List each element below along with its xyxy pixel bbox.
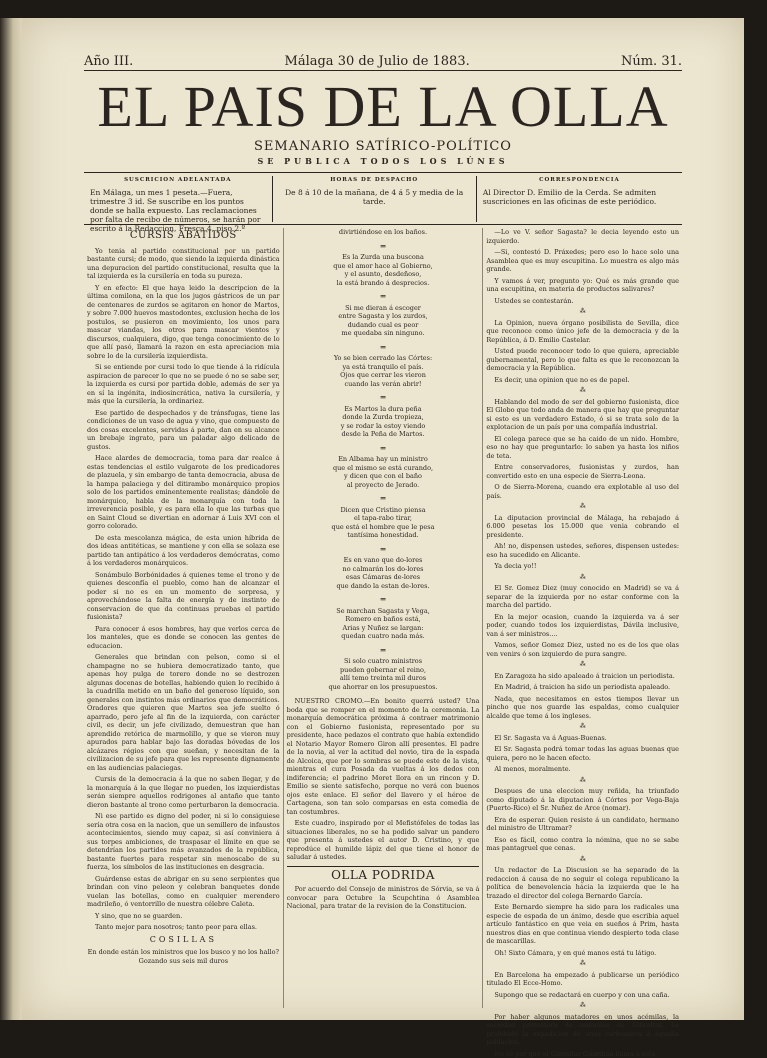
article-paragraph: Tanto mejor para nosotros; tanto peor para ellas.	[87, 923, 280, 932]
news-paragraph: Vamos, señor Gomez Diez, usted no es de los que olas ven venirs ó son izquierdo de pura sangre.	[486, 641, 679, 658]
asterism-icon: ⁂	[486, 856, 679, 865]
article-title-cursis: CURSIS ABATIDOS	[87, 232, 280, 241]
verse-stanza: Se marchan Sagasta y Vega, Romero en baños está, Arias y Nuñez se largan: quedan cuatro nada más.	[287, 607, 480, 641]
article-paragraph: Por acuerdo del Consejo de ministros de Sórvia, se va á convocar para Octubre la Scupchtina ó Asamblea Nacional, para tratar de la revision de la Constitucion.	[287, 885, 480, 911]
verse-line: divirtiéndose en los baños.	[287, 228, 480, 237]
news-paragraph: Eso es fácil, como contra la nómina, que no se sabe mas pantagruel que cenas.	[486, 836, 679, 853]
verse-separator: ═	[287, 546, 480, 555]
news-paragraph: O de Sierra-Morena, cuando era explotable al uso del país.	[486, 483, 679, 500]
article-paragraph: Ese partido de despechados y de tránsfugas, tiene las condiciones de un vaso de agua y vino, que compuesto de dos cosas excelentes, servidas á parte, dan en su alcance un brebaje ingrato, para un paladar algo delicado de gustos.	[87, 409, 280, 452]
news-paragraph: —Si, contestó D. Práxedes; pero eso lo hace solo una Asamblea que es muy escupitina. Lo muestra es algo más grande.	[486, 248, 679, 274]
asterism-icon: ⁂	[486, 777, 679, 786]
asterism-icon: ⁂	[486, 503, 679, 512]
news-paragraph: El Sr. Sagasta va á Aguas-Buenas.	[486, 734, 679, 743]
news-paragraph: Oh! Sixto Cámara, y en qué manos está tu látigo.	[486, 949, 679, 958]
verse-stanza: Es la Zurda una buscona que el amor hace al Gobierno, y el asunto, desdeñoso, la está brando á desprecios.	[287, 253, 480, 287]
issue-number: Núm. 31.	[621, 54, 682, 69]
news-paragraph: Supongo que se redactará en cuerpo y con una caña.	[486, 991, 679, 1000]
asterism-icon: ⁂	[486, 1002, 679, 1011]
article-paragraph: Y en efecto: El que haya leido la descripcion de la última comilona, en la que los jugos gástricos de un par de centenares de zurdos se agitaron en honor de Martos, y sobre 7.000 huevos mastodontes, exclusion hecha de los postulos, se pusieron en movimiento, los unos para mascar viandas, los otros para mascar vientos y discursos, cualquiera, digo, que tenga conocimiento de lo que allí pasó, llamará la razon en esta apreciacion mia sobre lo de la cursilería izquierdista.	[87, 284, 280, 361]
article-columns	[84, 228, 682, 1008]
verse-stanza: Es Martos la dura peña donde la Zurda tropieza, y se rodar la estoy viendo desde la Peña de Martos.	[287, 405, 480, 439]
verse-separator: ═	[287, 344, 480, 353]
column-right	[483, 228, 682, 1008]
verse-stanza: En Albama hay un ministro que el mismo se está curando, y dicen que con el baño al proyecto de Jerado.	[287, 455, 480, 489]
book-spine	[0, 18, 22, 1020]
news-paragraph: Entre conservadores, fusionistas y zurdos, han convertido esto en una especie de Sierra-Leona.	[486, 463, 679, 480]
subscription-info	[84, 176, 272, 222]
verse-stanza: Si me dieran á escoger entre Sagasta y los zurdos, dudando cual es peor me quedaba sin ninguno.	[287, 304, 480, 338]
column-left	[84, 228, 283, 1008]
correspondence-info	[477, 176, 682, 222]
asterism-icon: ⁂	[486, 308, 679, 317]
verse-separator: ═	[287, 495, 480, 504]
correspondence-heading: CORRESPONDENCIA	[483, 176, 676, 185]
article-paragraph-cromo: NUESTRO CROMO.—En bonito querrá usted? Una boda que se romper en el momento de la ceremonia. La monarquía democrática próxima á contraer matrimonio con el Gobierno fusionista, representado por su presidente, hace pedazos el contrato que había extendido el Notario Mayor Romero Giron allí presentes. El padre de la novia, al ver la actitud del novio, tira de la espada de Alcoica, que por lo sombras se puede este de la vista, mientras el cura Posada da vueltas á los dedos con indiferencia; el padrino Moret llora en un rincon y D. Emilio se siente satisfecho, porque no verá con buenos ojos este enlace. El señor del llavero y el héroe de Cartagena, son tan solo comparsas en esta comedia de tan costumbres.	[287, 697, 480, 816]
article-paragraph: Cursis de la democracia á la que no saben llegar, y de la monarquía á la que llegar no pueden, los izquierdistas serán siempre aquellos rodrigones al antaño que tanto dieron bastante al trono como perturbaron la democracia.	[87, 775, 280, 809]
news-paragraph: En la mejor ocasion, cuando la izquierda va á ser poder, cuando todos los izquierdistas, Dávila inclusive, van á ser ministros....	[486, 613, 679, 639]
news-paragraph: Ya decia yo!!	[486, 562, 679, 571]
news-paragraph: La diputacion provincial de Málaga, ha rebajado á 6.000 pesetas los 15.000 que venia cobrando el presidente.	[486, 514, 679, 540]
news-paragraph: En Barcelona ha empezado á publicarse un periódico titulado El Ecce-Homo.	[486, 971, 679, 988]
office-hours-text: De 8 á 10 de la mañana, de 4 á 5 y media de la tarde.	[279, 188, 470, 206]
news-paragraph: En Zaragoza ha sido apaleado á traicion un periodista.	[486, 672, 679, 681]
correspondence-text: Al Director D. Emilio de la Cerda. Se admiten suscriciones en las oficinas de este periódico.	[483, 188, 676, 206]
news-paragraph: —Lo ve V. señor Sagasta? le decia leyendo esto un izquierdo.	[486, 228, 679, 245]
issue-year: Año III.	[84, 54, 133, 69]
masthead-rule	[84, 172, 682, 173]
article-paragraph: Y sino, que no se guarden.	[87, 912, 280, 921]
verse-stanza: Dicen que Cristino piensa el tapa-rabo tirar, que está el hombre que le pesa tantísima honestidad.	[287, 506, 480, 540]
masthead-title: EL PAIS DE LA OLLA	[84, 74, 682, 140]
article-paragraph: Guárdense estas de abrigar en su seno serpientes que brindan con vino peleon y celebran banquetes donde vuelan las botellas, como en cualquier merendero madrileño, ó ventorrillo de nuestra célebre Caleta.	[87, 875, 280, 909]
info-box	[84, 176, 682, 222]
news-paragraph: Es decir, una opinion que no es de papel.	[486, 376, 679, 385]
verse-separator: ═	[287, 293, 480, 302]
header-rule	[84, 70, 682, 71]
verse-separator: ═	[287, 243, 480, 252]
office-hours-info	[272, 176, 477, 222]
news-paragraph: Ah! no, dispensen ustedes, señores, dispensen ustedes: eso ha sucedido en Alicante.	[486, 542, 679, 559]
asterism-icon: ⁂	[486, 574, 679, 583]
news-paragraph: Ustedes se contestarán.	[486, 297, 679, 306]
news-paragraph: El Sr. Sagasta podrá tomar todas las aguas buenas que quiera, pero no le hacen efecto.	[486, 745, 679, 762]
news-paragraph: Era de esperar. Quien resiste á un candidato, hermano del ministro de Ultramar?	[486, 816, 679, 833]
asterism-icon: ⁂	[486, 661, 679, 670]
article-paragraph: Yo tenia al partido constitucional por un partido bastante cursi; de modo, que siendo la izquierda dinástica una depuracion del partido constitucional, resulta que la tal izquierda es la cursilería en toda su pureza.	[87, 247, 280, 281]
issue-date: Málaga 30 de Julio de 1883.	[285, 54, 470, 69]
asterism-icon: ⁂	[486, 960, 679, 969]
article-paragraph-cromo: Este cuadro, inspirado por el Mefistófeles de todas las situaciones liberales, no se ha podido salvar un pandero que presenta á ustedes el autor D. Cristino, y que reprodúce el humilde lápiz del que tiene el honor de saludar á ustedes.	[287, 819, 480, 862]
news-paragraph: Usted puede reconocer todo lo que quiera, apreciable gubernamental, pero lo que falta es que le reconozcan la democracia y la República.	[486, 347, 679, 373]
office-hours-heading: HORAS DE DESPACHO	[279, 176, 470, 185]
masthead-subtitle: SEMANARIO SATÍRICO-POLÍTICO	[84, 139, 682, 154]
article-paragraph: Hace alardes de democracia, toma para dar realce á estas tendencias el estilo vulgarote de los predicadores de plazuela, y sin embargo de tanta democracia, abusa de la hampa palaciega y del ditirambo monárquico propios solo de los partidos eminentemente realistas; dándole de monárquico, habla de la monarquía con toda la irreverencia posible, y es para ella lo que las turbas que en Saint Cloud se divertian en adornar á Luis XVI con el gorro colorado.	[87, 454, 280, 531]
news-paragraph: Al menos, moralmente.	[486, 765, 679, 774]
verse-separator: ═	[287, 394, 480, 403]
verse-cosillas: En donde están los ministros que los busco y no los hallo? Gozando sus seis mil duros	[87, 948, 280, 965]
article-paragraph: Generales que brindan con pelson, como si el champagne no se hubiera democratizado tanto, que apenas hoy pulga de torero donde no se destrozen algunas docenas de botellas, habiendo quien lo recibido á la cuadrilla metido en un baño del generoso líquido, son generales con instintos más ordinarios que democráticos. Oradores que quieren que Martos sea jefe suelto ó aparrado, pero jefe al fin de la izquierda, con carácter civil, es decir, un jefe civilizado, demuestran que han aprendido retórica de marmolillo, y que se vieron muy apurados para hablar bajo las doradas bóvedas de los alcázares régios con que sueñan, y necesitan de la civilizacion de su jefe para que les represente dignamente en las audiencias palaciegas.	[87, 653, 280, 772]
article-paragraph: Sonámbulo Borbónidades á quienes teme el trono y de quienes desconfía el pueblo, como han de alcanzar el poder si no es en un momento de sorpresa, y aprovechándose la falta de energía y de instinto de conservacion de que da continuas pruebas el partido fusionista?	[87, 571, 280, 622]
asterism-icon: ⁂	[486, 723, 679, 732]
verse-stanza: Es en vano que do-lores no calmarán los do-lores esas Cámaras de-lores que dando la estan de-lores.	[287, 556, 480, 590]
asterism-icon: ⁂	[486, 387, 679, 396]
news-paragraph: Por haber algunos matadores en unos acémilas, la sociedad protectora de animales de Gibraltar, ha prohibido la expedicion de unos carboneros á aquella poblacion.	[486, 1013, 679, 1047]
news-paragraph: El Sr. Gomez Diez (muy conocido en Madrid) se va á separar de la izquierda por no estar conforme con la marcha del partido.	[486, 584, 679, 610]
news-paragraph: No sé por qué el Gibraltar Guardian llama á esta	[486, 1050, 679, 1058]
column-middle	[283, 228, 484, 1008]
article-paragraph: Para conocer á esos hombres, hay que verlos cerca de los manteles, que es donde se conocen las gentes de educacion.	[87, 625, 280, 651]
verse-stanza: Si solo cuatro ministros pueden gobernar el reino, allí temo treinta mil duros que ahorrar en los presupuestos.	[287, 657, 480, 691]
news-paragraph: Este Bernardo siempre ha sido para los radicales una especie de espada de un ánimo, desde que escribia aquel artículo fantástico en que veia en sueños á Prim, hasta nuestros dias en que continua viendo despierto toda clase de mascarillas.	[486, 903, 679, 946]
verse-separator: ═	[287, 647, 480, 656]
info-rule	[84, 224, 682, 225]
news-paragraph: Un redactor de La Discusion se ha separado de la redaccion á causa de no seguir el colega republicano la política de benevolencia hácia la izquierda que le ha trazado el director del colega Bernardo García.	[486, 866, 679, 900]
article-paragraph: De esta mescolanza mágica, de esta union híbrida de dos ideas antitéticas, se mantiene y con ella se solaza ese partido tan antipático á los verdaderos demócratas, como á los verdaderos monárquicos.	[87, 534, 280, 568]
subscription-heading: SUSCRICION ADELANTADA	[90, 176, 266, 185]
verse-separator: ═	[287, 445, 480, 454]
verse-separator: ═	[287, 596, 480, 605]
verse-stanza: Yo se bien cerrado las Córtes: ya está tranquilo el país. Ojos que cerrar les vieron cuando las verán abrir!	[287, 354, 480, 388]
subscription-text: En Málaga, un mes 1 peseta.—Fuera, trimestre 3 id. Se suscribe en los puntos donde se halla expuesto. Las reclamaciones por falta de recibo de números, se harán por escrito á la Redaccion, Fresca 4, piso 2.º	[90, 188, 266, 233]
section-title-olla-podrida: OLLA PODRIDA	[287, 866, 480, 880]
article-paragraph: Ni ese partido es digno del poder, ni si lo consiguiese sería otra cosa en la nacion, que un semillero de infaustos acontecimientos, siendo muy capaz, si así conviniera á sus torpes ambiciones, de traspasar el límite en que se detendrían los partidos más avanzados de la república, bastante fuertes para respetar sin menoscabo de su fuerza, los símbolos de las instituciones en desgracia.	[87, 812, 280, 872]
news-paragraph: El colega parece que se ha caido de un nido. Hombre, eso no hay que preguntarlo: lo saben ya hasta los niños de teta.	[486, 435, 679, 461]
masthead-tagline: SE PUBLICA TODOS LOS LÚNES	[84, 156, 682, 166]
news-paragraph: En Madrid, á traicion ha sido un periodista apaleado.	[486, 683, 679, 692]
news-paragraph: Despues de una eleccion muy reñida, ha triunfado como diputado á la diputacion á Córtes por Vega-Baja (Puerto-Rico) el Sr. Nuñez de Arce (nomar).	[486, 787, 679, 813]
section-title-cosillas: COSILLAS	[87, 936, 280, 945]
news-paragraph: Nada, que necesitamos en estos tiempos llevar un pincho que nos guarde las espaldas, como cualquier alcalde que teme á los ingleses.	[486, 695, 679, 721]
news-paragraph: Hablando del modo de ser del gobierno fusionista, dice El Globo que todo anda de manera que hay que preguntar si esto es un verdadero Estado, ó si se trata solo de la explotacion de un país por una compañía industrial.	[486, 398, 679, 432]
article-paragraph: Si se entiende por cursi todo lo que tiende á la ridícula aspiracion de parecer lo que no se puede ó no se sabe ser, la izquierda es cursi por partida doble, además de ser ya en sí la ingénita, indiosincrática, nativa la cursilería, y más que la cursilería, la ordinariez.	[87, 363, 280, 406]
news-paragraph: La Opinion, nueva órgano posibilista de Sevilla, dice que reconoce como único jefe de la democracia y de la República, á D. Emilio Castelar.	[486, 319, 679, 345]
news-paragraph: Y vamos á ver, pregunto yo: Qué es más grande que una escupitina, en materia de productos salivares?	[486, 277, 679, 294]
issue-header	[84, 52, 682, 70]
